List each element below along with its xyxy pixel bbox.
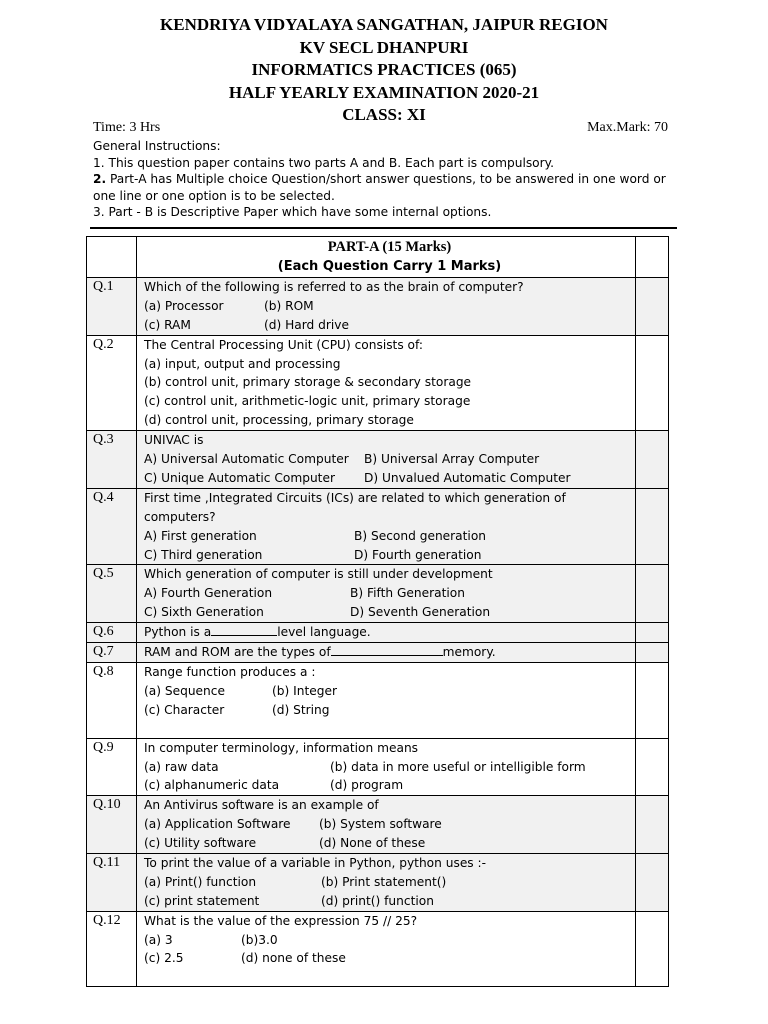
question-text: In computer terminology, information means bbox=[144, 740, 419, 755]
question-body bbox=[137, 488, 636, 565]
subject-title: INFORMATICS PRACTICES (065) bbox=[251, 60, 517, 79]
question-text-before-blank: Python is a bbox=[144, 625, 212, 640]
school-name: KV SECL DHANPURI bbox=[299, 37, 469, 57]
answer-option: A) Fourth Generation bbox=[144, 586, 273, 601]
answer-option: (b) System software bbox=[319, 817, 442, 832]
option-row bbox=[144, 469, 635, 488]
divider-line bbox=[90, 227, 677, 229]
part-a-title: PART-A (15 Marks) bbox=[327, 239, 452, 255]
option-row bbox=[144, 411, 635, 430]
answer-option: (a) 3 bbox=[144, 932, 173, 947]
question-text-after-blank: level language. bbox=[277, 625, 371, 640]
answer-option: D) Unvalued Automatic Computer bbox=[364, 470, 571, 485]
option-row bbox=[144, 931, 635, 950]
general-instructions bbox=[93, 138, 673, 221]
question-text: Which generation of computer is still under development bbox=[144, 567, 493, 582]
option-row bbox=[144, 834, 635, 853]
question-number: Q.9 bbox=[87, 738, 137, 796]
answer-space bbox=[144, 968, 635, 986]
question-row bbox=[87, 565, 669, 623]
question-body bbox=[137, 911, 636, 987]
option-row bbox=[144, 316, 635, 335]
answer-option: (a) input, output and processing bbox=[144, 356, 341, 371]
marks-cell bbox=[636, 335, 669, 430]
question-text: Which of the following is referred to as the brain of computer? bbox=[144, 280, 524, 294]
answer-option: (d) none of these bbox=[241, 951, 346, 966]
instruction-2-number: 2. bbox=[93, 172, 107, 186]
answer-option: (d) control unit, processing, primary storage bbox=[144, 413, 414, 428]
answer-option: (c) Character bbox=[144, 702, 225, 717]
question-body bbox=[137, 796, 636, 854]
option-row bbox=[144, 297, 635, 316]
answer-space bbox=[144, 720, 635, 738]
question-text: An Antivirus software is an example of bbox=[144, 798, 379, 813]
answer-option: (a) Processor bbox=[144, 298, 224, 313]
answer-option: (c) control unit, arithmetic-logic unit, primary storage bbox=[144, 394, 471, 409]
question-number: Q.12 bbox=[87, 911, 137, 987]
question-row bbox=[87, 854, 669, 912]
question-number: Q.4 bbox=[87, 488, 137, 565]
paper-header bbox=[0, 14, 768, 127]
answer-option: (b)3.0 bbox=[241, 932, 278, 947]
instruction-2 bbox=[93, 171, 673, 204]
max-mark-label: Max.Mark: 70 bbox=[587, 120, 668, 135]
question-number: Q.5 bbox=[87, 565, 137, 623]
question-body bbox=[137, 738, 636, 796]
question-number: Q.8 bbox=[87, 662, 137, 738]
question-number: Q.11 bbox=[87, 854, 137, 912]
part-a-heading-row bbox=[87, 237, 669, 278]
answer-option: (c) RAM bbox=[144, 317, 191, 332]
marks-cell bbox=[636, 565, 669, 623]
question-row bbox=[87, 738, 669, 796]
question-row bbox=[87, 335, 669, 430]
question-row bbox=[87, 623, 669, 643]
answer-blank bbox=[331, 643, 443, 656]
question-body bbox=[137, 643, 636, 663]
marks-cell bbox=[636, 623, 669, 643]
option-row bbox=[144, 776, 635, 795]
answer-option: C) Unique Automatic Computer bbox=[144, 470, 335, 485]
option-row bbox=[144, 450, 635, 469]
option-row bbox=[144, 892, 635, 911]
heading-title-cell bbox=[137, 237, 636, 278]
marks-cell bbox=[636, 278, 669, 336]
marks-cell bbox=[636, 643, 669, 663]
question-body bbox=[137, 565, 636, 623]
answer-option: D) Seventh Generation bbox=[350, 605, 491, 620]
marks-cell bbox=[636, 911, 669, 987]
instruction-2-text: Part-A has Multiple choice Question/short answer questions, to be answered in one word or one line or one option is to be selected. bbox=[93, 172, 666, 203]
answer-option: (c) alphanumeric data bbox=[144, 778, 280, 793]
option-row bbox=[144, 584, 635, 603]
question-row bbox=[87, 643, 669, 663]
question-body bbox=[137, 335, 636, 430]
question-row bbox=[87, 662, 669, 738]
option-row bbox=[144, 701, 635, 720]
class-title: CLASS: XI bbox=[342, 105, 426, 124]
answer-option: (d) String bbox=[272, 702, 330, 717]
question-body bbox=[137, 662, 636, 738]
option-row bbox=[144, 355, 635, 374]
answer-option: B) Second generation bbox=[354, 528, 486, 543]
marks-cell bbox=[636, 662, 669, 738]
answer-option: B) Fifth Generation bbox=[350, 586, 465, 601]
answer-option: (a) Application Software bbox=[144, 817, 291, 832]
fill-blank-question bbox=[144, 623, 635, 642]
answer-option: A) Universal Automatic Computer bbox=[144, 452, 349, 467]
question-row bbox=[87, 488, 669, 565]
heading-marks-cell bbox=[636, 237, 669, 278]
answer-option: (b) control unit, primary storage & secondary storage bbox=[144, 375, 472, 390]
question-row bbox=[87, 796, 669, 854]
answer-option: (a) raw data bbox=[144, 759, 219, 774]
heading-num-cell bbox=[87, 237, 137, 278]
instruction-3: 3. Part - B is Descriptive Paper which have some internal options. bbox=[93, 205, 492, 219]
answer-option: (d) Hard drive bbox=[264, 317, 350, 332]
question-body bbox=[137, 278, 636, 336]
question-number: Q.6 bbox=[87, 623, 137, 643]
school-region: KENDRIYA VIDYALAYA SANGATHAN, JAIPUR REGION bbox=[160, 15, 608, 34]
answer-option: (a) Sequence bbox=[144, 683, 225, 698]
question-number: Q.1 bbox=[87, 278, 137, 336]
instruction-1: 1. This question paper contains two parts A and B. Each part is compulsory. bbox=[93, 155, 554, 170]
instructions-title: General Instructions: bbox=[93, 139, 221, 153]
question-text: First time ,Integrated Circuits (ICs) are related to which generation of computers? bbox=[144, 490, 566, 524]
option-row bbox=[144, 758, 635, 777]
time-label: Time: 3 Hrs bbox=[93, 120, 161, 135]
exam-title: HALF YEARLY EXAMINATION 2020-21 bbox=[228, 82, 540, 102]
answer-option: (d) print() function bbox=[321, 893, 434, 908]
marks-cell bbox=[636, 796, 669, 854]
answer-option: D) Fourth generation bbox=[354, 547, 482, 562]
meta-row bbox=[93, 120, 668, 136]
question-body bbox=[137, 623, 636, 643]
option-row bbox=[144, 546, 635, 565]
answer-option: (c) print statement bbox=[144, 893, 260, 908]
option-row bbox=[144, 682, 635, 701]
question-text-before-blank: RAM and ROM are the types of bbox=[144, 645, 331, 660]
option-row bbox=[144, 873, 635, 892]
marks-cell bbox=[636, 431, 669, 489]
part-a-subtitle: (Each Question Carry 1 Marks) bbox=[277, 259, 502, 274]
answer-option: (b) ROM bbox=[264, 298, 314, 313]
answer-option: (d) program bbox=[330, 778, 404, 793]
question-text: The Central Processing Unit (CPU) consists of: bbox=[144, 337, 423, 352]
marks-cell bbox=[636, 738, 669, 796]
answer-option: (b) data in more useful or intelligible form bbox=[330, 759, 586, 774]
answer-option: (d) None of these bbox=[319, 836, 426, 851]
part-a-table bbox=[86, 236, 669, 987]
answer-option: B) Universal Array Computer bbox=[364, 452, 540, 467]
option-row bbox=[144, 527, 635, 546]
question-number: Q.10 bbox=[87, 796, 137, 854]
question-number: Q.2 bbox=[87, 335, 137, 430]
question-body bbox=[137, 431, 636, 489]
answer-option: A) First generation bbox=[144, 528, 257, 543]
question-text: UNIVAC is bbox=[144, 433, 204, 448]
answer-option: C) Third generation bbox=[144, 547, 263, 562]
question-row bbox=[87, 911, 669, 987]
question-body bbox=[137, 854, 636, 912]
question-text: To print the value of a variable in Python, python uses :- bbox=[144, 856, 487, 870]
answer-option: (c) 2.5 bbox=[144, 951, 184, 966]
option-row bbox=[144, 949, 635, 968]
question-number: Q.7 bbox=[87, 643, 137, 663]
question-text-after-blank: memory. bbox=[442, 645, 496, 660]
answer-blank bbox=[211, 623, 277, 636]
question-number: Q.3 bbox=[87, 431, 137, 489]
option-row bbox=[144, 392, 635, 411]
answer-option: (a) Print() function bbox=[144, 874, 257, 889]
answer-option: (b) Print statement() bbox=[321, 874, 447, 889]
answer-option: C) Sixth Generation bbox=[144, 605, 264, 620]
question-text: Range function produces a : bbox=[144, 664, 316, 679]
question-row bbox=[87, 431, 669, 489]
option-row bbox=[144, 603, 635, 622]
question-row bbox=[87, 278, 669, 336]
marks-cell bbox=[636, 854, 669, 912]
fill-blank-question bbox=[144, 643, 635, 662]
answer-option: (c) Utility software bbox=[144, 836, 257, 851]
answer-option: (b) Integer bbox=[272, 683, 337, 698]
option-row bbox=[144, 815, 635, 834]
option-row bbox=[144, 373, 635, 392]
question-text: What is the value of the expression 75 // 25? bbox=[144, 913, 418, 928]
marks-cell bbox=[636, 488, 669, 565]
